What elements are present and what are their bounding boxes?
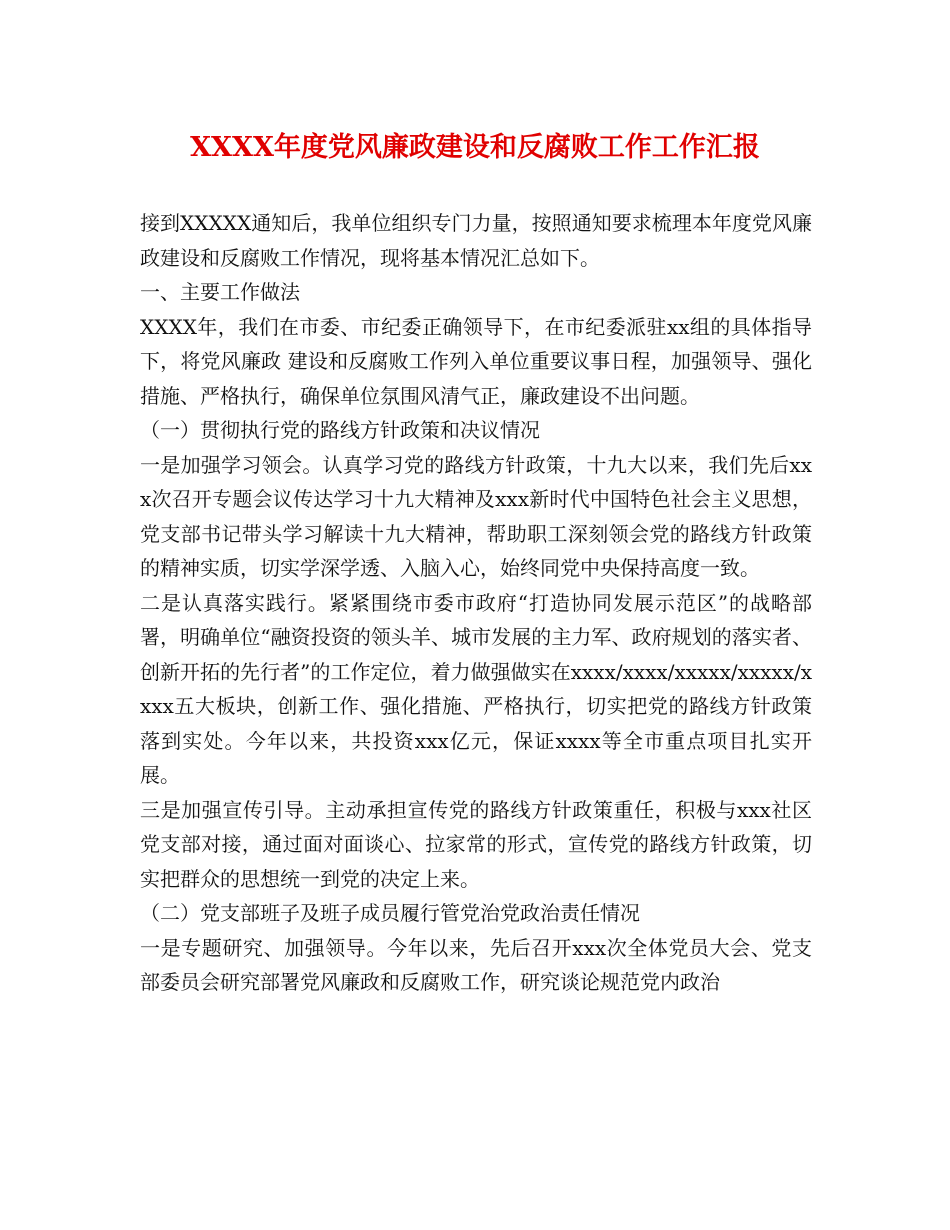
document-title: XXXX年度党风廉政建设和反腐败工作工作汇报 xyxy=(190,132,760,163)
paragraph-publicity: 三是加强宣传引导。主动承担宣传党的路线方针政策重任，积极与xxx社区党支部对接，通过面对面谈心、拉家常的形式，宣传党的路线方针政策，切实把群众的思想统一到党的决定上来。 xyxy=(140,797,812,891)
paragraph-study: 一是加强学习领会。认真学习党的路线方针政策，十九大以来，我们先后xxx次召开专题会议传达学习十九大精神及xxx新时代中国特色社会主义思想，党支部书记带头学习解读十九大精神，帮助职工深刻领会党的路线方针政策的精神实质，切实学深学透、入脑入心，始终同党中央保持高度一致。 xyxy=(140,452,812,580)
paragraph-implementation: 二是认真落实践行。紧紧围绕市委市政府“打造协同发展示范区”的战略部署，明确单位“融资投资的领头羊、城市发展的主力军、政府规划的落实者、创新开拓的先行者”的工作定位，着力做强做实在xxxx/xxxx/xxxxx/xxxxx/xxxx五大板块，创新工作、强化措施、严格执行，切实把党的路线方针政策落到实处。今年以来，共投资xxx亿元，保证xxxx等全市重点项目扎实开展。 xyxy=(140,590,812,787)
section-heading-main-work: 一、主要工作做法 xyxy=(140,280,300,304)
subsection-heading-2: （二）党支部班子及班子成员履行管党治党政治责任情况 xyxy=(140,901,640,925)
paragraph-special-research: 一是专题研究、加强领导。今年以来，先后召开xxx次全体党员大会、党支部委员会研究部署党风廉政和反腐败工作，研究谈论规范党内政治 xyxy=(140,935,812,994)
paragraph-intro: 接到XXXXX通知后，我单位组织专门力量，按照通知要求梳理本年度党风廉政建设和反腐败工作情况，现将基本情况汇总如下。 xyxy=(140,211,812,270)
subsection-heading-1: （一）贯彻执行党的路线方针政策和决议情况 xyxy=(140,418,540,442)
paragraph-overview: XXXX年，我们在市委、市纪委正确领导下，在市纪委派驻xx组的具体指导下，将党风廉政 建设和反腐败工作列入单位重要议事日程，加强领导、强化措施、严格执行，确保单位氛围风清气正，廉政建设不出问题。 xyxy=(140,314,812,408)
document-body xyxy=(140,206,812,1000)
